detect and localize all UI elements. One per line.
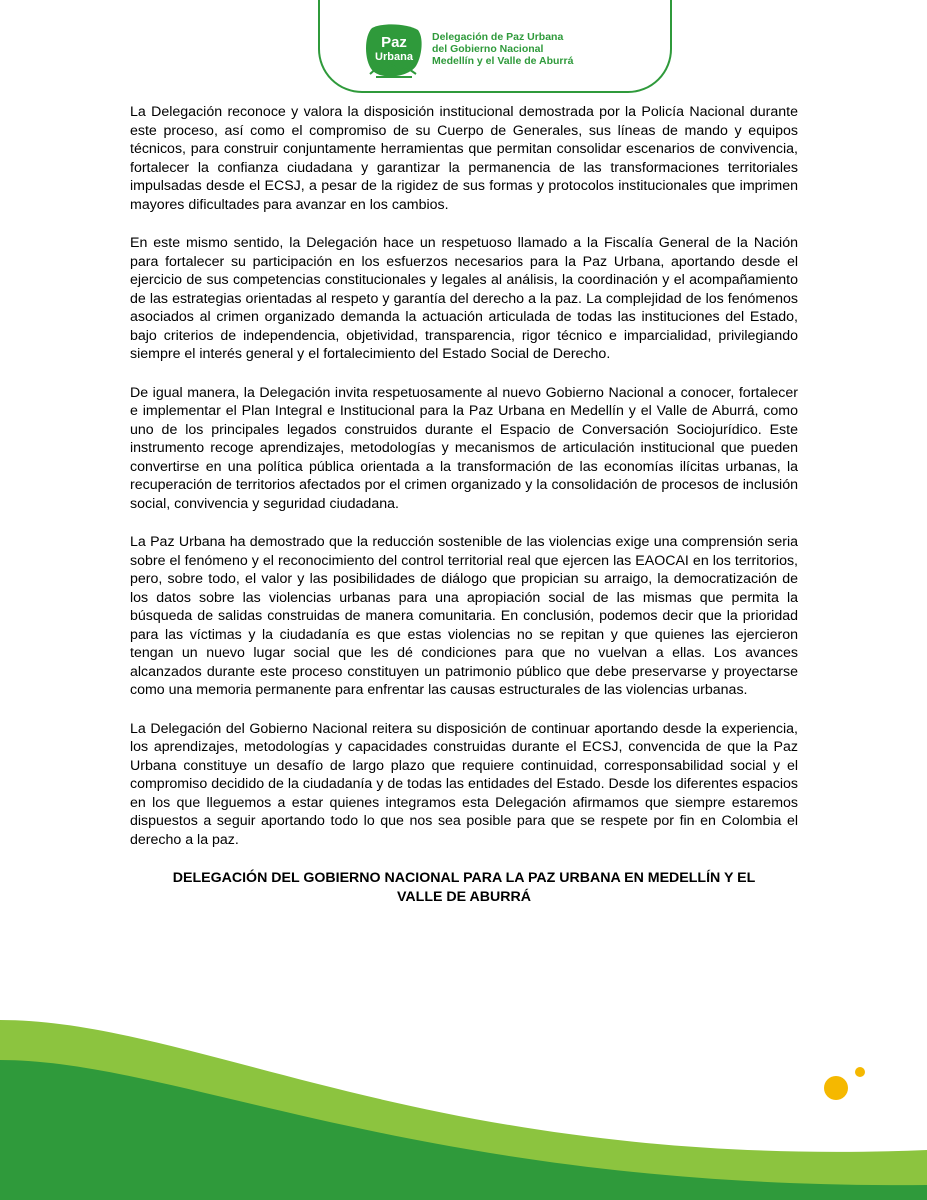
org-name-line3: Medellín y el Valle de Aburrá bbox=[432, 55, 574, 67]
paragraph-2: En este mismo sentido, la Delegación hace un respetuoso llamado a la Fiscalía General de la Nación para fortalecer su participación en los esfuerzos necesarios para la Paz Urbana, aportando desde el ejercicio de sus competencias constitucionales y legales al análisis, la coordinación y el acompañamiento de las estrategias orientadas al respeto y garantía del derecho a la paz. La complejidad de los fenómenos asociados al crimen organizado demanda la actuación articulada de todas las instituciones del Estado, bajo criterios de independencia, objetividad, transparencia, rigor técnico e imparcialidad, privilegiando siempre el interés general y el fortalecimiento del Estado Social de Derecho. bbox=[130, 235, 798, 362]
footer-wave-decoration bbox=[0, 1000, 927, 1200]
signature-line-1: DELEGACIÓN DEL GOBIERNO NACIONAL PARA LA PAZ URBANA EN MEDELLÍN Y EL bbox=[172, 870, 756, 886]
letter-body bbox=[130, 103, 798, 906]
signature-line-2: VALLE DE ABURRÁ bbox=[397, 888, 531, 905]
logo-badge-line1: Paz bbox=[381, 34, 407, 51]
paz-urbana-logo bbox=[364, 22, 424, 80]
paragraph-3: De igual manera, la Delegación invita respetuosamente al nuevo Gobierno Nacional a conocer, fortalecer e implementar el Plan Integral e Institucional para la Paz Urbana en Medellín y el Valle de Aburrá, como uno de los principales legados construidos durante el Espacio de Conversación Sociojurídico. Este instrumento recoge aprendizajes, metodologías y mecanismos de articulación institucional que pueden convertirse en una política pública orientada a la transformación de las economías ilícitas urbanas, la recuperación de territorios afectados por el crimen organizado y la consolidación de procesos de inclusión social, convivencia y seguridad ciudadana. bbox=[130, 384, 798, 512]
yellow-dot-small bbox=[855, 1067, 865, 1077]
org-name bbox=[432, 31, 573, 67]
signature-block bbox=[130, 869, 798, 906]
yellow-dot-large bbox=[824, 1076, 848, 1100]
org-name-line1: Delegación de Paz Urbana bbox=[432, 31, 564, 43]
logo-badge-line2: Urbana bbox=[375, 51, 413, 63]
paragraph-1: La Delegación reconoce y valora la disposición institucional demostrada por la Policía Nacional durante este proceso, así como el compromiso de su Cuerpo de Generales, sus líneas de mando y equipos técnicos, para construir conjuntamente herramientas que permitan consolidar escenarios de convivencia, fortalecer la confianza ciudadana y garantizar la permanencia de las transformaciones territoriales impulsadas desde el ECSJ, a pesar de la rigidez de sus formas y protocolos institucionales que imprimen mayores dificultades para avanzar en los cambios. bbox=[130, 104, 798, 213]
org-name-line2: del Gobierno Nacional bbox=[432, 43, 544, 55]
paragraph-5: La Delegación del Gobierno Nacional reitera su disposición de continuar aportando desde la experiencia, los aprendizajes, metodologías y capacidades construidas durante el ECSJ, convencida de que la Paz Urbana constituye un desafío de largo plazo que requiere continuidad, corresponsabilidad social y el compromiso decidido de la ciudadanía y de todas las entidades del Estado. Desde los diferentes espacios en los que lleguemos a estar quienes integramos esta Delegación afirmamos que siempre estaremos dispuestos a seguir aportando todo lo que nos sea posible para que se respete por fin en Colombia el derecho a la paz. bbox=[130, 720, 798, 848]
paragraph-4: La Paz Urbana ha demostrado que la reducción sostenible de las violencias exige una comprensión seria sobre el fenómeno y el reconocimiento del control territorial real que ejercen las EAOCAI en los territorios, pero, sobre todo, el valor y las posibilidades de diálogo que propician su arraigo, la democratización de los datos sobre las violencias urbanas para una apropiación social de las mismas que permita la búsqueda de salidas construidas de manera comunitaria. En conclusión, podemos decir que la prioridad para las víctimas y la ciudadanía es que estas violencias no se repitan y que quienes las ejercieron tengan un nuevo lugar social que les dé condiciones para que no vuelvan a ellas. Los avances alcanzados durante este proceso constituyen un patrimonio público que debe preservarse y proyectarse como una memoria permanente para enfrentar las causas estructurales de las violencias urbanas. bbox=[130, 534, 798, 698]
